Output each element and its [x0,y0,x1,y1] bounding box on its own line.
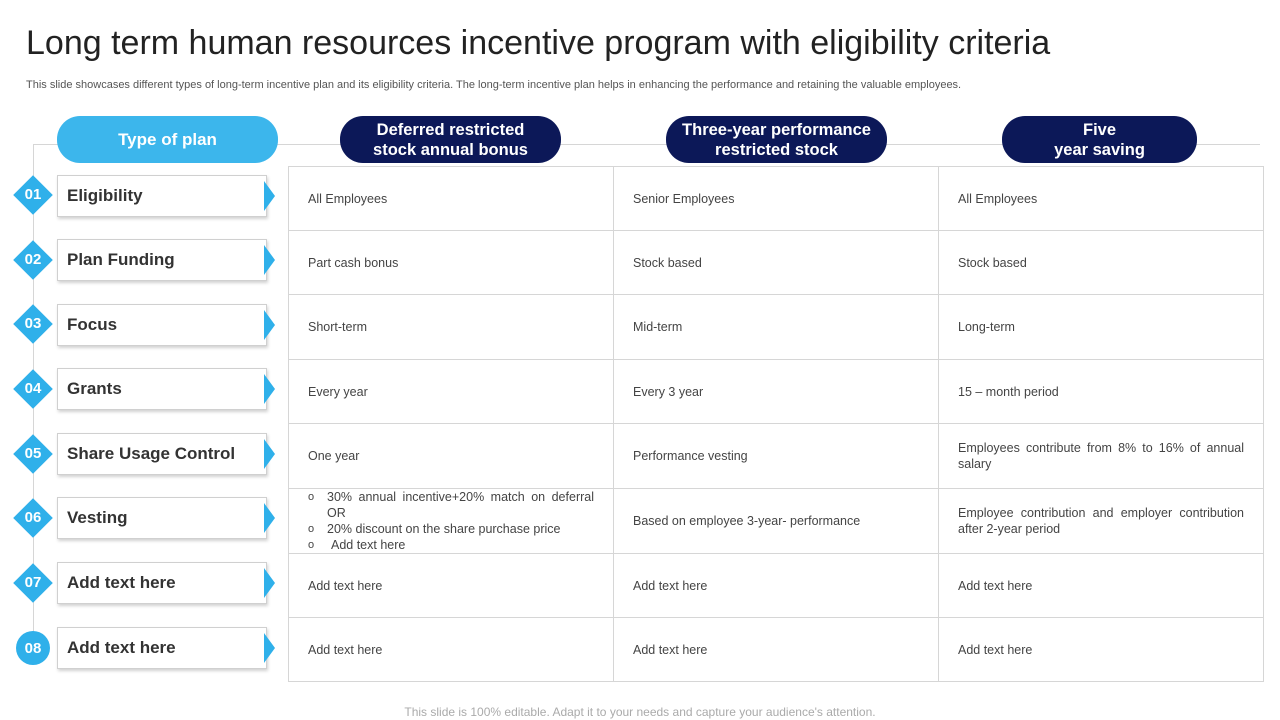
plan-header-label: Deferred restricted stock annual bonus [373,120,528,159]
plan-header-five-year [1002,116,1197,163]
row-number: 06 [24,509,42,526]
table-cell: Every year [289,360,614,424]
footer-note: This slide is 100% editable. Adapt it to your needs and capture your audience's attention. [404,705,876,719]
table-cell: Mid-term [614,295,939,360]
row-label-focus: Focus [57,304,267,346]
table-cell: Add text here [614,554,939,618]
row-label-eligibility: Eligibility [57,175,267,217]
table-cell: Add text here [939,554,1263,618]
table-cell: Add text here [958,642,1033,657]
table-cell: Long-term [939,295,1263,360]
table-cell: Add text here [289,554,614,618]
plan-header-label: Three-year performance restricted stock [682,120,871,159]
type-of-plan-header [57,116,278,163]
row-label-add-text-8: Add text here [57,627,267,669]
row-number: 05 [24,445,42,462]
table-cell: 15 – month period [939,360,1263,424]
plan-header-deferred [340,116,561,163]
chevron-right-icon [264,568,275,598]
type-of-plan-label: Type of plan [118,129,217,149]
list-item: o 20% discount on the share purchase price [308,521,594,537]
table-cell: Part cash bonus [289,231,614,295]
table-cell: Senior Employees [614,167,939,231]
chevron-right-icon [264,374,275,404]
chevron-right-icon [264,503,275,533]
table-cell: Employees contribute from 8% to 16% of annual salary [939,424,1263,489]
chevron-right-icon [264,310,275,340]
table-cell: Add text here [614,618,939,681]
table-cell: Stock based [614,231,939,295]
plan-header-label: Five year saving [1054,120,1145,159]
chevron-right-icon [264,181,275,211]
number-circle-icon [16,631,50,665]
row-number: 03 [24,315,42,332]
table-cell: Stock based [939,231,1263,295]
row-number: 08 [24,639,42,657]
chevron-right-icon [264,633,275,663]
page-title: Long term human resources incentive program with eligibility criteria [26,24,1051,62]
table-cell: Performance vesting [614,424,939,489]
table-cell: All Employees [939,167,1263,231]
row-number: 04 [24,380,42,397]
table-cell: Add text here [289,618,614,681]
table-cell: Based on employee 3-year- performance [614,489,939,554]
criteria-table [288,166,1264,682]
chevron-right-icon [264,245,275,275]
list-item: o 30% annual incentive+20% match on deferral OR [308,489,594,521]
list-item: o Add text here [308,537,594,553]
table-cell: All Employees [289,167,614,231]
plan-header-three-year [666,116,887,163]
table-cell: Short-term [289,295,614,360]
row-label-add-text-7: Add text here [57,562,267,604]
row-number: 07 [24,574,42,591]
row-label-share-usage-control: Share Usage Control [57,433,267,475]
chevron-right-icon [264,439,275,469]
page-subtitle: This slide showcases different types of long-term incentive plan and its eligibility criteria. The long-term incentive plan helps in enhancing the performance and retaining the valuable employees. [26,79,962,91]
table-cell: Every 3 year [614,360,939,424]
row-label-plan-funding: Plan Funding [57,239,267,281]
row-number: 01 [24,186,42,203]
vesting-bullet-list [308,489,594,553]
table-cell: One year [289,424,614,489]
table-cell [289,489,614,554]
table-cell: Employee contribution and employer contribution after 2-year period [939,489,1263,554]
row-label-vesting: Vesting [57,497,267,539]
row-number: 02 [24,251,42,268]
row-label-grants: Grants [57,368,267,410]
